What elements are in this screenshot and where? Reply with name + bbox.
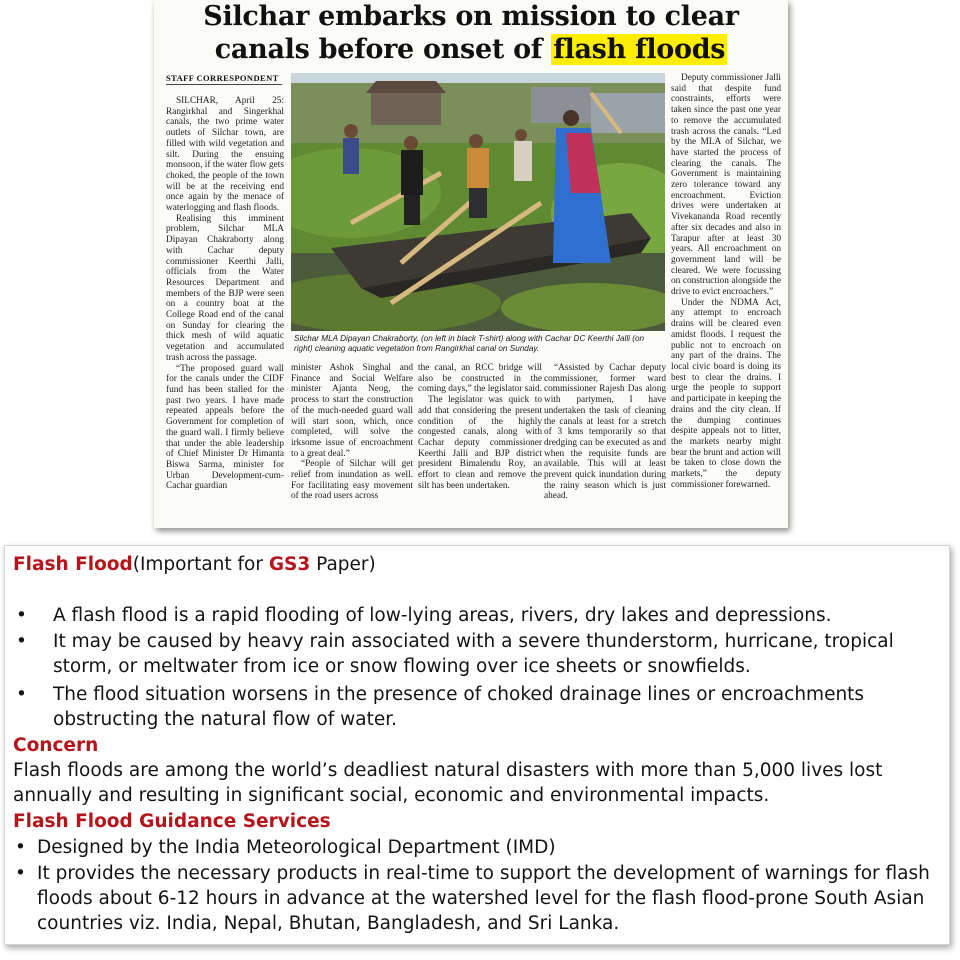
definition-bullet: [13, 629, 941, 679]
paragraph: Deputy commissioner Jalli said that despite fund constraints, efforts were taken since the past one year to remove the accumulated trash across the canals. “Led by the MLA of Silchar, we have started the process of clearing the canals. The Government is maintaining zero tolerance toward any encroachment. Eviction drives were undertaken at Vivekananda Road recently after six decades and also in Tarapur after at least 30 years. All encroachment on government land will be cleared. We were focussing on construction alongside the drive to evict encroachers.”: [671, 73, 781, 298]
headline-highlight: flash floods: [553, 34, 726, 65]
newspaper-clipping: [154, 0, 788, 528]
notes-title-end: Paper): [310, 554, 376, 575]
notes-title-topic: Flash Flood: [13, 554, 133, 575]
article-column-5: [671, 73, 781, 525]
bullet-icon: •: [16, 605, 27, 626]
news-photo: [291, 73, 665, 331]
photo-illustration: [291, 73, 665, 331]
bullet-icon: •: [15, 863, 26, 884]
bullet-icon: •: [16, 684, 27, 705]
ffgs-bullet: [13, 835, 941, 860]
photo-caption: Silchar MLA Dipayan Chakraborty, (on left in black T-shirt) along with Cachar DC Keerthi Jalli (on right) cleaning aquatic vegetation from Rangirkhal canal on Sunday.: [294, 334, 645, 353]
concern-heading: Concern: [13, 735, 99, 756]
definition-bullet: [13, 682, 941, 732]
bullet-text: A flash flood is a rapid flooding of low-lying areas, rivers, dry lakes and depressions.: [53, 605, 832, 626]
paragraph: “People of Silchar will get relief from inundation as well. For facilitating easy movement of the road users across: [291, 459, 413, 502]
paragraph: Realising this imminent problem, Silchar MLA Dipayan Chakraborty along with Cachar deputy commissioner Keerthi Jalli, officials from the Water Resources Department and members of the BJP were seen on a country boat at the College Road end of the canal on Sunday for clearing the thick mesh of wild aquatic vegetation and accumulated trash across the passage.: [166, 213, 284, 363]
notes-title-mid: (Important for: [132, 554, 269, 575]
paragraph: Under the NDMA Act, any attempt to encroach drains will be cleared even amidst floods. I request the public not to encroach on any part of the drains. The local civic board is doing its best to clear the drains. I urge the people to support and participate in keeping the drains and the city clean. If the dumping continues despite appeals not to litter, the markets nearby might bear the brunt and action will be taken to close down the markets,” the deputy commissioner forewarned.: [671, 297, 781, 490]
article-column-4: [544, 363, 666, 525]
paragraph: “The proposed guard wall for the canals under the CIDF fund has been stalled for the past two years. I have made repeated appeals before the Government for completion of the guard wall. I firmly believe that under the able leadership of Chief Minister Dr Himanta Biswa Sarma, minister for Urban Development-cum-Cachar guardian: [166, 363, 284, 492]
headline-line-1: Silchar embarks on mission to clear: [203, 1, 739, 32]
concern-text: Flash floods are among the world’s deadliest natural disasters with more than 5,000 lives lost annually and resulting in significant social, economic and environmental impacts.: [13, 760, 883, 806]
bullet-icon: •: [15, 837, 26, 858]
headline-prefix: canals before onset of: [214, 34, 552, 65]
bullet-text: It provides the necessary products in real-time to support the development of warnings for flash floods about 6-12 hours in advance at the watershed level for the flash flood-prone South Asian countries viz. India, Nepal, Bhutan, Bangladesh, and Sri Lanka.: [37, 863, 930, 934]
article-column-3: [418, 363, 542, 525]
paragraph: “Assisted by Cachar deputy commissioner, former ward commissioner Rajesh Das along with partymen, I have undertaken the task of cleaning the canals at least for a stretch of 3 kms temporarily so that dredging can be executed as and when the requisite funds are available. This will at least prevent quick inundation during the rainy season which is just ahead.: [544, 363, 666, 502]
bullet-icon: •: [16, 631, 27, 652]
paragraph: The legislator was quick to add that considering the present condition of the highly congested canals, along with Cachar deputy commissioner Keerthi Jalli and BJP district president Bimalendu Roy, an effort to clean and remove the silt has been undertaken.: [418, 395, 542, 491]
bullet-text: Designed by the India Meteorological Department (IMD): [37, 837, 556, 858]
paragraph: SILCHAR, April 25: Rangirkhal and Singerkhal canals, the two prime water outlets of Silchar town, are filled with wild vegetation and silt. During the ensuing monsoon, if the water flow gets choked, the people of the town will be at the receiving end once again by the menace of waterlogging and flash floods.: [166, 96, 284, 214]
notes-title-paper: GS3: [268, 554, 311, 575]
article-headline: [154, 0, 788, 66]
byline: STAFF CORRESPONDENT: [166, 73, 282, 85]
bullet-text: The flood situation worsens in the presence of choked drainage lines or encroachments obstructing the natural flow of water.: [53, 684, 865, 730]
ffgs-bullet: [13, 861, 941, 936]
definition-bullet: [13, 603, 941, 628]
study-notes-panel: [4, 545, 950, 945]
article-column-2: [291, 363, 413, 525]
bullet-text: It may be caused by heavy rain associated with a severe thunderstorm, hurricane, tropical storm, or meltwater from ice or snow flowing over ice sheets or snowfields.: [53, 631, 894, 677]
notes-title: [13, 552, 943, 577]
article-column-1: [166, 96, 284, 524]
paragraph: the canal, an RCC bridge will also be constructed in the coming days,” the legislator said.: [418, 363, 542, 395]
paragraph: minister Ashok Singhal and Finance and Social Welfare minister Ajanta Neog, the process to start the construction of the much-needed guard wall will start soon, which, once completed, will solve the irksome issue of encroachment to a great deal.”: [291, 363, 413, 459]
ffgs-heading: Flash Flood Guidance Services: [13, 811, 331, 832]
headline-line-2: [154, 33, 788, 66]
